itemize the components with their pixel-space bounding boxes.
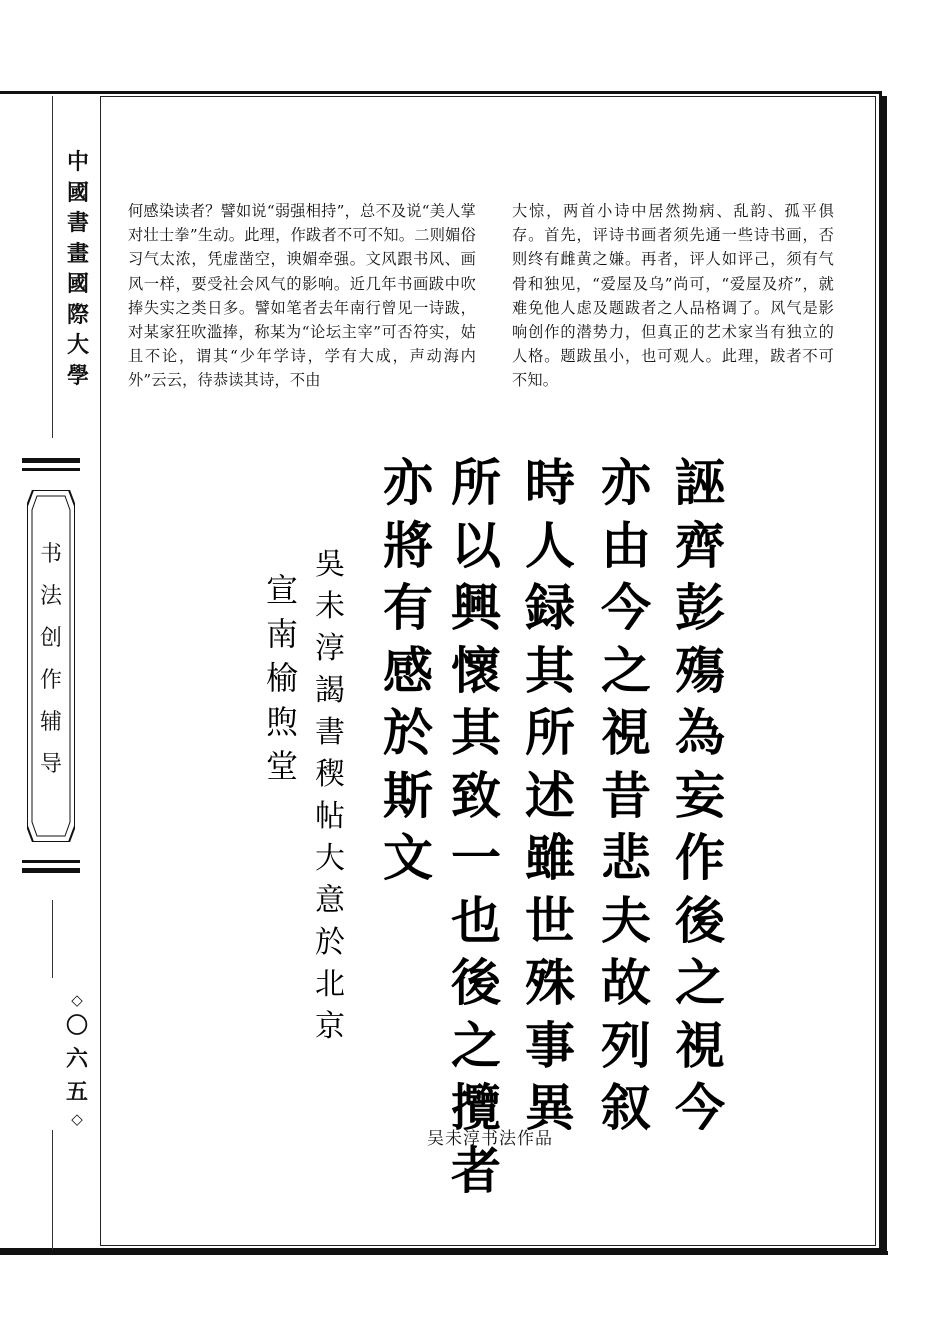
calligraphy-char: 帖 (315, 799, 345, 834)
calligraphy-char: 之 (451, 1015, 501, 1075)
diamond-icon: ◇ (71, 991, 83, 1009)
calligraphy-char: 殤 (675, 640, 725, 700)
body-text-right-column: 大惊，两首小诗中居然拗病、乱韵、孤平俱存。首先，评诗书画者须先通一些诗书画，否则终有雌黄之嫌。再者，评人如评己，须有气骨和独见，“爱屋及乌”尚可，“爱屋及疥”，就难免他人虑及题跋者之人品格调了。风气是影响创作的潜势力，但真正的艺术家当有独立的人格。题跋虽小，也可观人。此理，跋者不可不知。 (512, 202, 834, 390)
calligraphy-char: 夫 (601, 890, 651, 950)
calligraphy-char: 文 (383, 828, 433, 887)
calligraphy-char: 其 (451, 703, 501, 762)
series-title-char: 際 (66, 302, 89, 328)
calligraphy-char: 今 (675, 1078, 725, 1137)
calligraphy-char: 吳 (315, 547, 345, 582)
diamond-icon: ◇ (71, 1110, 83, 1128)
calligraphy-char: 誣 (675, 453, 725, 512)
chapter-bar-top-2 (22, 468, 80, 471)
series-title-char: 國 (66, 272, 89, 297)
chapter-char: 导 (39, 752, 62, 777)
calligraphy-column-3 (520, 452, 580, 1140)
page-number-char: 六 (65, 1047, 88, 1072)
calligraphy-char: 致 (451, 765, 501, 825)
calligraphy-char: 録 (525, 578, 575, 637)
calligraphy-char: 感 (383, 640, 433, 700)
calligraphy-column-2 (596, 452, 656, 1140)
chapter-char: 辅 (39, 710, 62, 735)
calligraphy-studio-name (262, 568, 302, 788)
calligraphy-char: 後 (451, 953, 501, 1012)
series-title-char: 畫 (66, 241, 89, 267)
calligraphy-char: 懷 (451, 640, 501, 700)
calligraphy-char: 大 (315, 841, 345, 876)
sidebar-rule-middle (52, 900, 53, 978)
calligraphy-char: 叙 (601, 1078, 651, 1137)
calligraphy-char: 未 (315, 589, 345, 624)
calligraphy-char: 亦 (383, 453, 433, 512)
calligraphy-char: 昔 (601, 765, 651, 825)
series-title-char: 書 (66, 211, 89, 236)
calligraphy-char: 書 (315, 715, 345, 750)
series-title-char: 大 (66, 333, 89, 358)
calligraphy-char: 述 (525, 765, 575, 825)
calligraphy-char: 雖 (525, 828, 575, 887)
calligraphy-char: 斯 (383, 765, 433, 825)
page-number-char: 五 (65, 1080, 88, 1105)
calligraphy-char: 宣 (265, 571, 298, 609)
chapter-title (36, 534, 66, 786)
calligraphy-char: 謁 (315, 673, 345, 708)
calligraphy-char: 一 (451, 828, 501, 887)
calligraphy-char: 攬 (451, 1078, 501, 1137)
calligraphy-char: 於 (383, 703, 433, 762)
calligraphy-char: 所 (525, 703, 575, 762)
calligraphy-char: 亦 (601, 453, 651, 512)
calligraphy-char: 之 (601, 640, 651, 700)
page-number-char: 〇 (65, 1014, 88, 1039)
calligraphy-char: 妄 (675, 765, 725, 825)
calligraphy-char: 人 (525, 515, 575, 575)
series-title-char: 中 (66, 150, 89, 175)
calligraphy-char: 由 (601, 515, 651, 575)
calligraphy-char: 異 (525, 1078, 575, 1137)
calligraphy-char: 後 (675, 890, 725, 950)
calligraphy-char: 時 (525, 453, 575, 512)
calligraphy-char: 所 (451, 453, 501, 512)
calligraphy-column-1 (670, 452, 730, 1140)
calligraphy-char: 有 (383, 578, 433, 637)
calligraphy-char: 者 (451, 1140, 501, 1200)
chapter-char: 书 (39, 542, 62, 567)
frame-shadow-right (882, 96, 887, 1255)
chapter-bar-bottom-1 (22, 860, 80, 863)
calligraphy-char: 淳 (315, 631, 345, 666)
chapter-char: 法 (39, 584, 62, 609)
calligraphy-char: 也 (451, 890, 501, 950)
chapter-bar-bottom-2 (22, 868, 80, 873)
chapter-char: 创 (39, 626, 62, 651)
calligraphy-char: 以 (451, 515, 501, 575)
calligraphy-char: 京 (315, 1009, 345, 1044)
sidebar-rule-bottom (52, 1130, 53, 1250)
body-text-left-column: 何感染读者？譬如说“弱强相持”，总不及说“美人掌对壮士拳”生动。此理，作跋者不可不知。二则媚俗习气太浓，凭虚凿空，谀媚牵强。文风跟书风、画风一样，要受社会风气的影响。近几年书画跋中吹捧失实之类日多。譬如笔者去年南行曾见一诗跋，对某家狂吹滥捧，称某为“论坛主宰”可否符实，姑且不论，谓其“少年学诗，学有大成，声动海内外”云云，待恭读其诗，不由 (128, 202, 476, 390)
calligraphy-char: 列 (601, 1015, 651, 1075)
calligraphy-char: 將 (383, 515, 433, 575)
calligraphy-char: 榆 (265, 659, 298, 697)
series-title (63, 148, 93, 392)
calligraphy-char: 視 (601, 703, 651, 762)
calligraphy-char: 殊 (525, 953, 575, 1012)
calligraphy-char: 於 (315, 925, 345, 960)
calligraphy-char: 彭 (675, 578, 725, 637)
calligraphy-char: 世 (525, 890, 575, 950)
calligraphy-char: 意 (315, 883, 345, 918)
calligraphy-signature (310, 544, 350, 1048)
calligraphy-char: 視 (675, 1015, 725, 1075)
calligraphy-char: 煦 (265, 703, 298, 741)
calligraphy-char: 為 (675, 703, 725, 762)
sidebar-rule-top (52, 96, 53, 438)
calligraphy-char: 之 (675, 953, 725, 1012)
chapter-char: 作 (39, 668, 62, 693)
calligraphy-char: 稧 (315, 757, 345, 792)
calligraphy-char: 故 (601, 953, 651, 1012)
calligraphy-column-4 (446, 452, 506, 1202)
calligraphy-char: 今 (601, 578, 651, 637)
page-number (62, 990, 92, 1129)
calligraphy-char: 其 (525, 640, 575, 700)
calligraphy-char: 興 (451, 578, 501, 637)
calligraphy-column-5 (378, 452, 438, 890)
frame-shadow-bottom (0, 1251, 888, 1255)
figure-caption: 吴未淳书法作品 (427, 1129, 553, 1149)
calligraphy-char: 齊 (675, 515, 725, 575)
series-title-char: 學 (66, 363, 89, 389)
chapter-bar-top-1 (22, 458, 80, 463)
calligraphy-char: 事 (525, 1015, 575, 1075)
calligraphy-char: 悲 (601, 828, 651, 887)
series-title-char: 國 (66, 180, 89, 206)
calligraphy-char: 堂 (265, 747, 298, 785)
calligraphy-char: 作 (675, 828, 725, 887)
calligraphy-char: 南 (265, 615, 298, 653)
calligraphy-char: 北 (315, 967, 345, 1002)
